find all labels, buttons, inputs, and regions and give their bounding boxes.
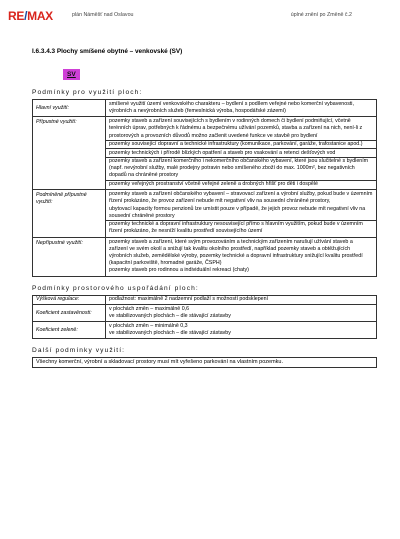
list-item: pozemky technických i přírodě blízkých opatření a staveb pro vsakování a retenci dešťových vod bbox=[109, 149, 336, 156]
list-item: pozemky staveb a zařízení komerčního i nekomerčního občanského vybavení, které jsou slučitelné s bydlením (např. nevýrobní služby, malé prodejny potravin nebo smíšeného zboží do max. 1000m², bez negativních dopadů na chráněné prostory bbox=[109, 158, 369, 179]
list-item: pozemky staveb pro rodinnou a individuální rekreaci (chaty) bbox=[109, 267, 249, 274]
row-content bbox=[106, 322, 377, 339]
row-line: ve stabilizovaných plochách – dle stávající zástavby bbox=[109, 313, 231, 320]
row-content bbox=[106, 117, 377, 190]
table-row bbox=[33, 295, 377, 305]
row-label: Podmíněně přípustné využití: bbox=[33, 189, 106, 237]
list-item: pozemky veřejných prostranství včetně veřejné zeleně a drobných hřišť pro děti i dospělé bbox=[109, 180, 318, 187]
list-item: pozemky související dopravní a technické infrastruktury (komunikace, parkování, garáže, trafostanice apod.) bbox=[109, 141, 363, 148]
list-item: pozemky technické a dopravní infrastruktury nesouvisející přímo s hlavním využitím, pokud bude v územním řízení prokázáno, že nesníží kvalitu prostředí souvisejícího území bbox=[109, 221, 363, 235]
remax-logo bbox=[8, 9, 53, 23]
list-item: ubytovací kapacity formou penzionů lze umístit pouze v případě, že jejich provoz nebude mít negativní vliv na sousední chráněné prostory bbox=[109, 205, 366, 219]
row-line: v plochách změn – maximálně 0,6 bbox=[109, 306, 190, 313]
row-line: ve stabilizovaných plochách – dle stávající zástavby bbox=[109, 330, 231, 337]
table-row bbox=[33, 358, 377, 368]
table-row bbox=[33, 237, 377, 276]
table-row bbox=[33, 100, 377, 117]
page-header bbox=[0, 0, 400, 30]
header-version: úplné znění po Změně č.2 bbox=[290, 12, 352, 18]
spatial-conditions-heading: Podmínky prostorového uspořádání ploch: bbox=[32, 284, 199, 292]
row-content bbox=[106, 237, 377, 276]
other-conditions-heading: Další podmínky využití: bbox=[32, 347, 126, 355]
other-conditions-table bbox=[32, 357, 377, 368]
row-content bbox=[106, 305, 377, 322]
row-content bbox=[106, 189, 377, 237]
header-plan-name: plán Náměšť nad Oslavou bbox=[72, 12, 134, 18]
list-item: pozemky staveb a zařízení občanského vybavení – stravovací zařízení a výrobní služby, pokud bude v územním řízení prokázáno, že provoz zařízení nebude mít negativní vliv na sousední chráněné prostory, bbox=[109, 190, 373, 205]
use-conditions-heading: Podmínky pro využití ploch: bbox=[32, 89, 143, 96]
spatial-conditions-table bbox=[32, 295, 377, 339]
row-content bbox=[106, 100, 377, 117]
code-wrap bbox=[63, 63, 377, 81]
logo-text-slash: / bbox=[24, 9, 28, 23]
row-label: Koeficient zeleně: bbox=[33, 322, 106, 339]
row-label: Koeficient zastavěnosti: bbox=[33, 305, 106, 322]
table-row bbox=[33, 117, 377, 190]
row-content bbox=[106, 295, 377, 305]
document-content bbox=[32, 48, 377, 368]
list-item: pozemky staveb a zařízení souvisejících s bydlením v rodinných domech či bydlení podmiňující, včetně terénních úprav, potřebných k řádnému a bezpečnému užívání pozemků, stavba a zařízení na nich, není-li z prostorových a provozních důvodů možno začlenit uvedené funkce ve stavbě pro bydlení bbox=[109, 118, 363, 139]
use-conditions-table bbox=[32, 99, 377, 277]
table-row bbox=[33, 305, 377, 322]
row-line: v plochách změn – minimálně 0,3 bbox=[109, 323, 188, 329]
row-label: Výšková regulace: bbox=[33, 295, 106, 305]
list-item: pozemky staveb a zařízení, které svým provozováním a technickým zařízením narušují užívání staveb a zařízení ve svém okolí a snižují tak kvalitu okolního prostředí, například pozemky staveb a obtěžujících výrobních služeb, zemědělské výroby, pozemky technické a dopravní infrastruktury snižující kvalitu prostředí (kapacitní parkoviště, hromadné garáže, ČSPH) bbox=[109, 238, 363, 266]
list-item: smíšené využití území venkovského charakteru – bydlení s podílem veřejné nebo komerční vybavenosti, výrobních a nevýrobních služeb (řemeslnická výroba, hospodářské zázemí) bbox=[109, 100, 354, 115]
section-title: I.6.3.4.3 Plochy smíšené obytné – venkovské (SV) bbox=[32, 48, 183, 55]
table-row bbox=[33, 322, 377, 339]
row-line: podlažnost: maximálně 2 nadzemní podlaží s možností podsklepení bbox=[109, 296, 268, 303]
logo-text-re: RE bbox=[8, 9, 25, 23]
other-conditions-text: Všechny komerční, výrobní a skladovací prostory musí mít vyřešeno parkování na vlastním pozemku. bbox=[33, 358, 377, 368]
logo-text-max: MAX bbox=[27, 9, 53, 23]
table-row bbox=[33, 189, 377, 237]
zone-code-badge: SV bbox=[63, 69, 80, 80]
row-label: Hlavní využití: bbox=[33, 100, 106, 117]
row-label: Nepřípustné využití: bbox=[33, 237, 106, 276]
row-label: Přípustné využití: bbox=[33, 117, 106, 190]
